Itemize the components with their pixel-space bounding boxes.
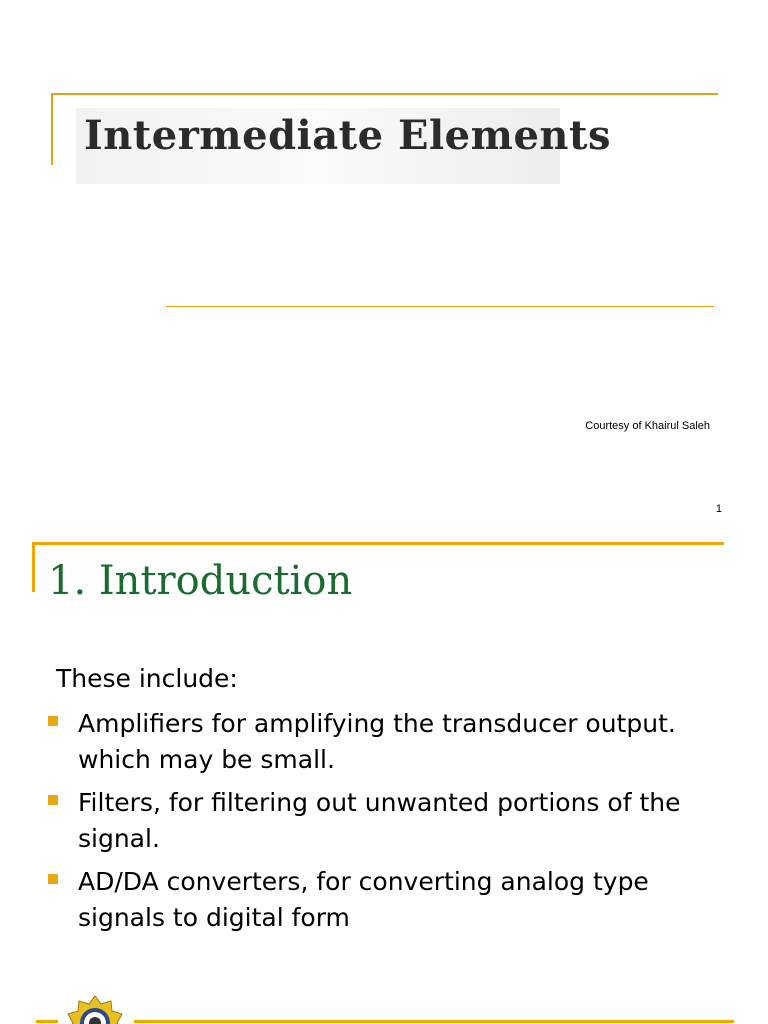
list-item (46, 706, 726, 778)
heading-accent-line (32, 542, 724, 545)
heading-accent-bracket (32, 542, 35, 592)
list-item-text: Amplifiers for amplifying the transducer output. which may be small. (78, 709, 676, 774)
page-number: 1 (715, 503, 722, 515)
bullet-square-icon (48, 795, 58, 805)
bullet-square-icon (48, 716, 58, 726)
footer-line-right (134, 1020, 734, 1023)
intro-text: These include: (56, 664, 238, 693)
bullet-square-icon (48, 874, 58, 884)
university-seal-icon (66, 994, 124, 1024)
slide-2 (0, 530, 768, 1024)
title-accent-bracket (51, 93, 53, 165)
slide-heading: 1. Introduction (48, 558, 353, 604)
slide-title: Intermediate Elements (84, 112, 611, 159)
footer-line-left (36, 1020, 58, 1023)
bullet-list (46, 706, 726, 943)
title-accent-line (51, 93, 718, 95)
list-item (46, 864, 726, 936)
list-item-text: AD/DA converters, for converting analog type signals to digital form (78, 867, 649, 932)
list-item (46, 785, 726, 857)
list-item-text: Filters, for filtering out unwanted portions of the signal. (78, 788, 681, 853)
credit-text: Courtesy of Khairul Saleh (585, 420, 710, 432)
title-image (76, 108, 611, 184)
subtitle-divider (166, 306, 714, 307)
